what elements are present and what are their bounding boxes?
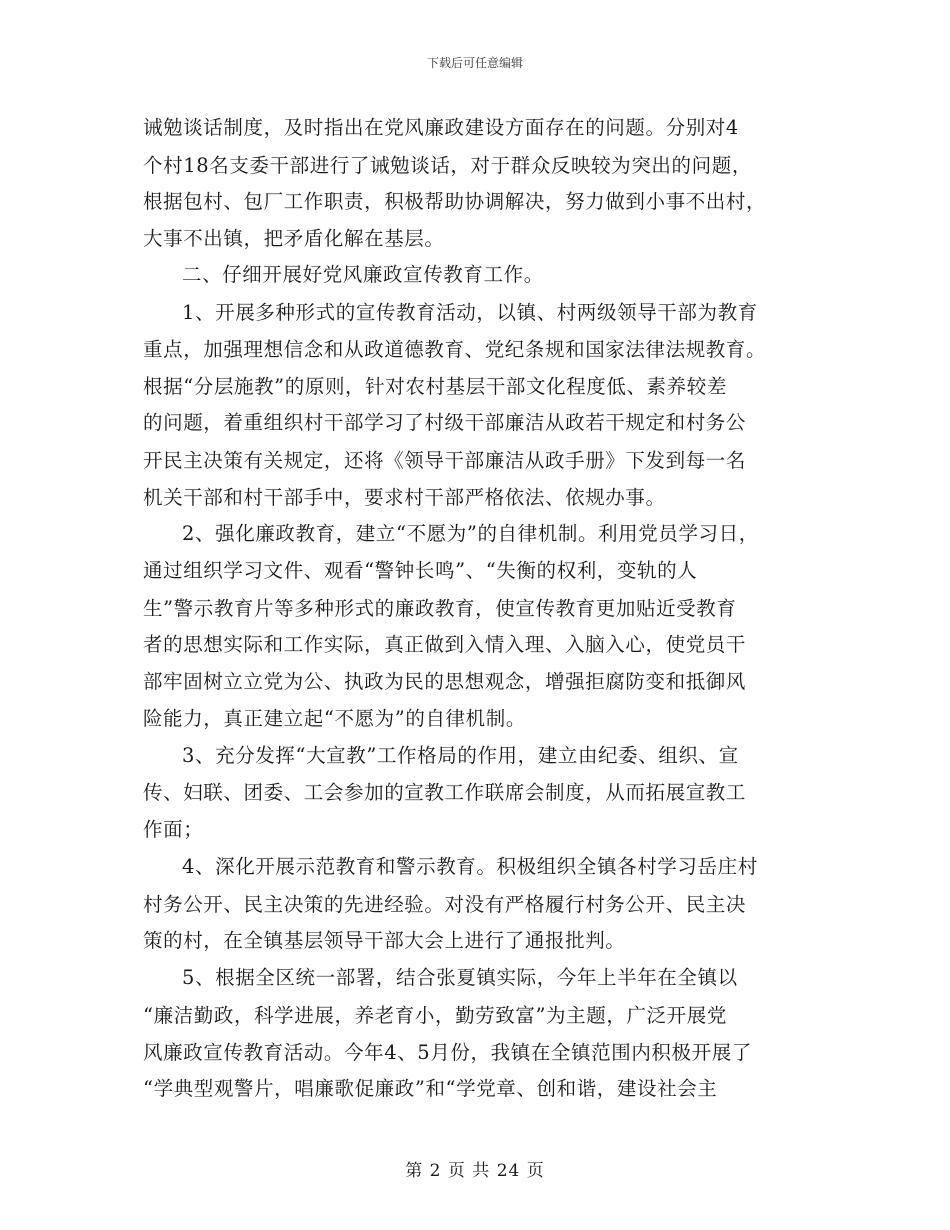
text-line: 个村18名支委干部进行了诫勉谈话，对于群众反映较为突出的问题， bbox=[143, 154, 752, 177]
text-line: 机关干部和村干部手中，要求村干部严格依法、依规办事。 bbox=[143, 486, 666, 509]
text-line: “学典型观警片，唱廉歌促廉政”和“学党章、创和谐，建设社会主 bbox=[143, 1077, 718, 1100]
text-line: 根据“分层施教”的原则，针对农村基层干部文化程度低、素养较差 bbox=[143, 375, 727, 398]
text-line: “廉洁勤政，科学进展，养老育小，勤劳致富”为主题，广泛开展党 bbox=[143, 1004, 727, 1027]
text-line: 5、根据全区统一部署，结合张夏镇实际，今年上半年在全镇以 bbox=[182, 966, 738, 989]
page-header: 下载后可任意编辑 bbox=[426, 56, 523, 70]
text-line: 者的思想实际和工作实际，真正做到入情入理、入脑入心，使党员干 bbox=[143, 633, 747, 656]
text-line: 策的村，在全镇基层领导干部大会上进行了通报批判。 bbox=[143, 929, 626, 952]
text-line: 1、开展多种形式的宣传教育活动，以镇、村两级领导干部为教育 bbox=[182, 301, 758, 324]
page-number-footer: 第 2 页 共 24 页 bbox=[405, 1161, 545, 1181]
text-line: 风廉政宣传教育活动。今年4、5月份，我镇在全镇范围内积极开展了 bbox=[143, 1041, 752, 1064]
text-line: 开民主决策有关规定，还将《领导干部廉洁从政手册》下发到每一名 bbox=[143, 449, 747, 472]
text-line: 大事不出镇，把矛盾化解在基层。 bbox=[143, 227, 445, 250]
text-line: 诫勉谈话制度，及时指出在党风廉政建设方面存在的问题。分别对4 bbox=[143, 116, 739, 139]
text-line: 作面； bbox=[143, 818, 204, 841]
text-line: 重点，加强理想信念和从政道德教育、党纪条规和国家法律法规教育。 bbox=[143, 338, 767, 361]
text-line: 通过组织学习文件、观看“警钟长鸣”、“失衡的权利，变轨的人 bbox=[143, 559, 698, 582]
text-line: 4、深化开展示范教育和警示教育。积极组织全镇各村学习岳庄村 bbox=[182, 855, 758, 878]
section-heading: 二、仔细开展好党风廉政宣传教育工作。 bbox=[182, 263, 544, 286]
text-line: 根据包村、包厂工作职责，积极帮助协调解决，努力做到小事不出村， bbox=[143, 190, 767, 213]
text-line: 3、充分发挥“大宣教”工作格局的作用，建立由纪委、组织、宣 bbox=[182, 744, 739, 767]
text-line: 村务公开、民主决策的先进经验。对没有严格履行村务公开、民主决 bbox=[143, 893, 747, 916]
text-line: 的问题，着重组织村干部学习了村级干部廉洁从政若干规定和村务公 bbox=[143, 411, 747, 434]
text-line: 2、强化廉政教育，建立“不愿为”的自律机制。利用党员学习日， bbox=[182, 522, 759, 545]
text-line: 险能力，真正建立起“不愿为”的自律机制。 bbox=[143, 707, 526, 730]
text-line: 生”警示教育片等多种形式的廉政教育，使宣传教育更加贴近受教育 bbox=[143, 597, 737, 620]
text-line: 传、妇联、团委、工会参加的宣教工作联席会制度，从而拓展宣教工 bbox=[143, 781, 747, 804]
text-line: 部牢固树立立党为公、执政为民的思想观念，增强拒腐防变和抵御风 bbox=[143, 670, 747, 693]
